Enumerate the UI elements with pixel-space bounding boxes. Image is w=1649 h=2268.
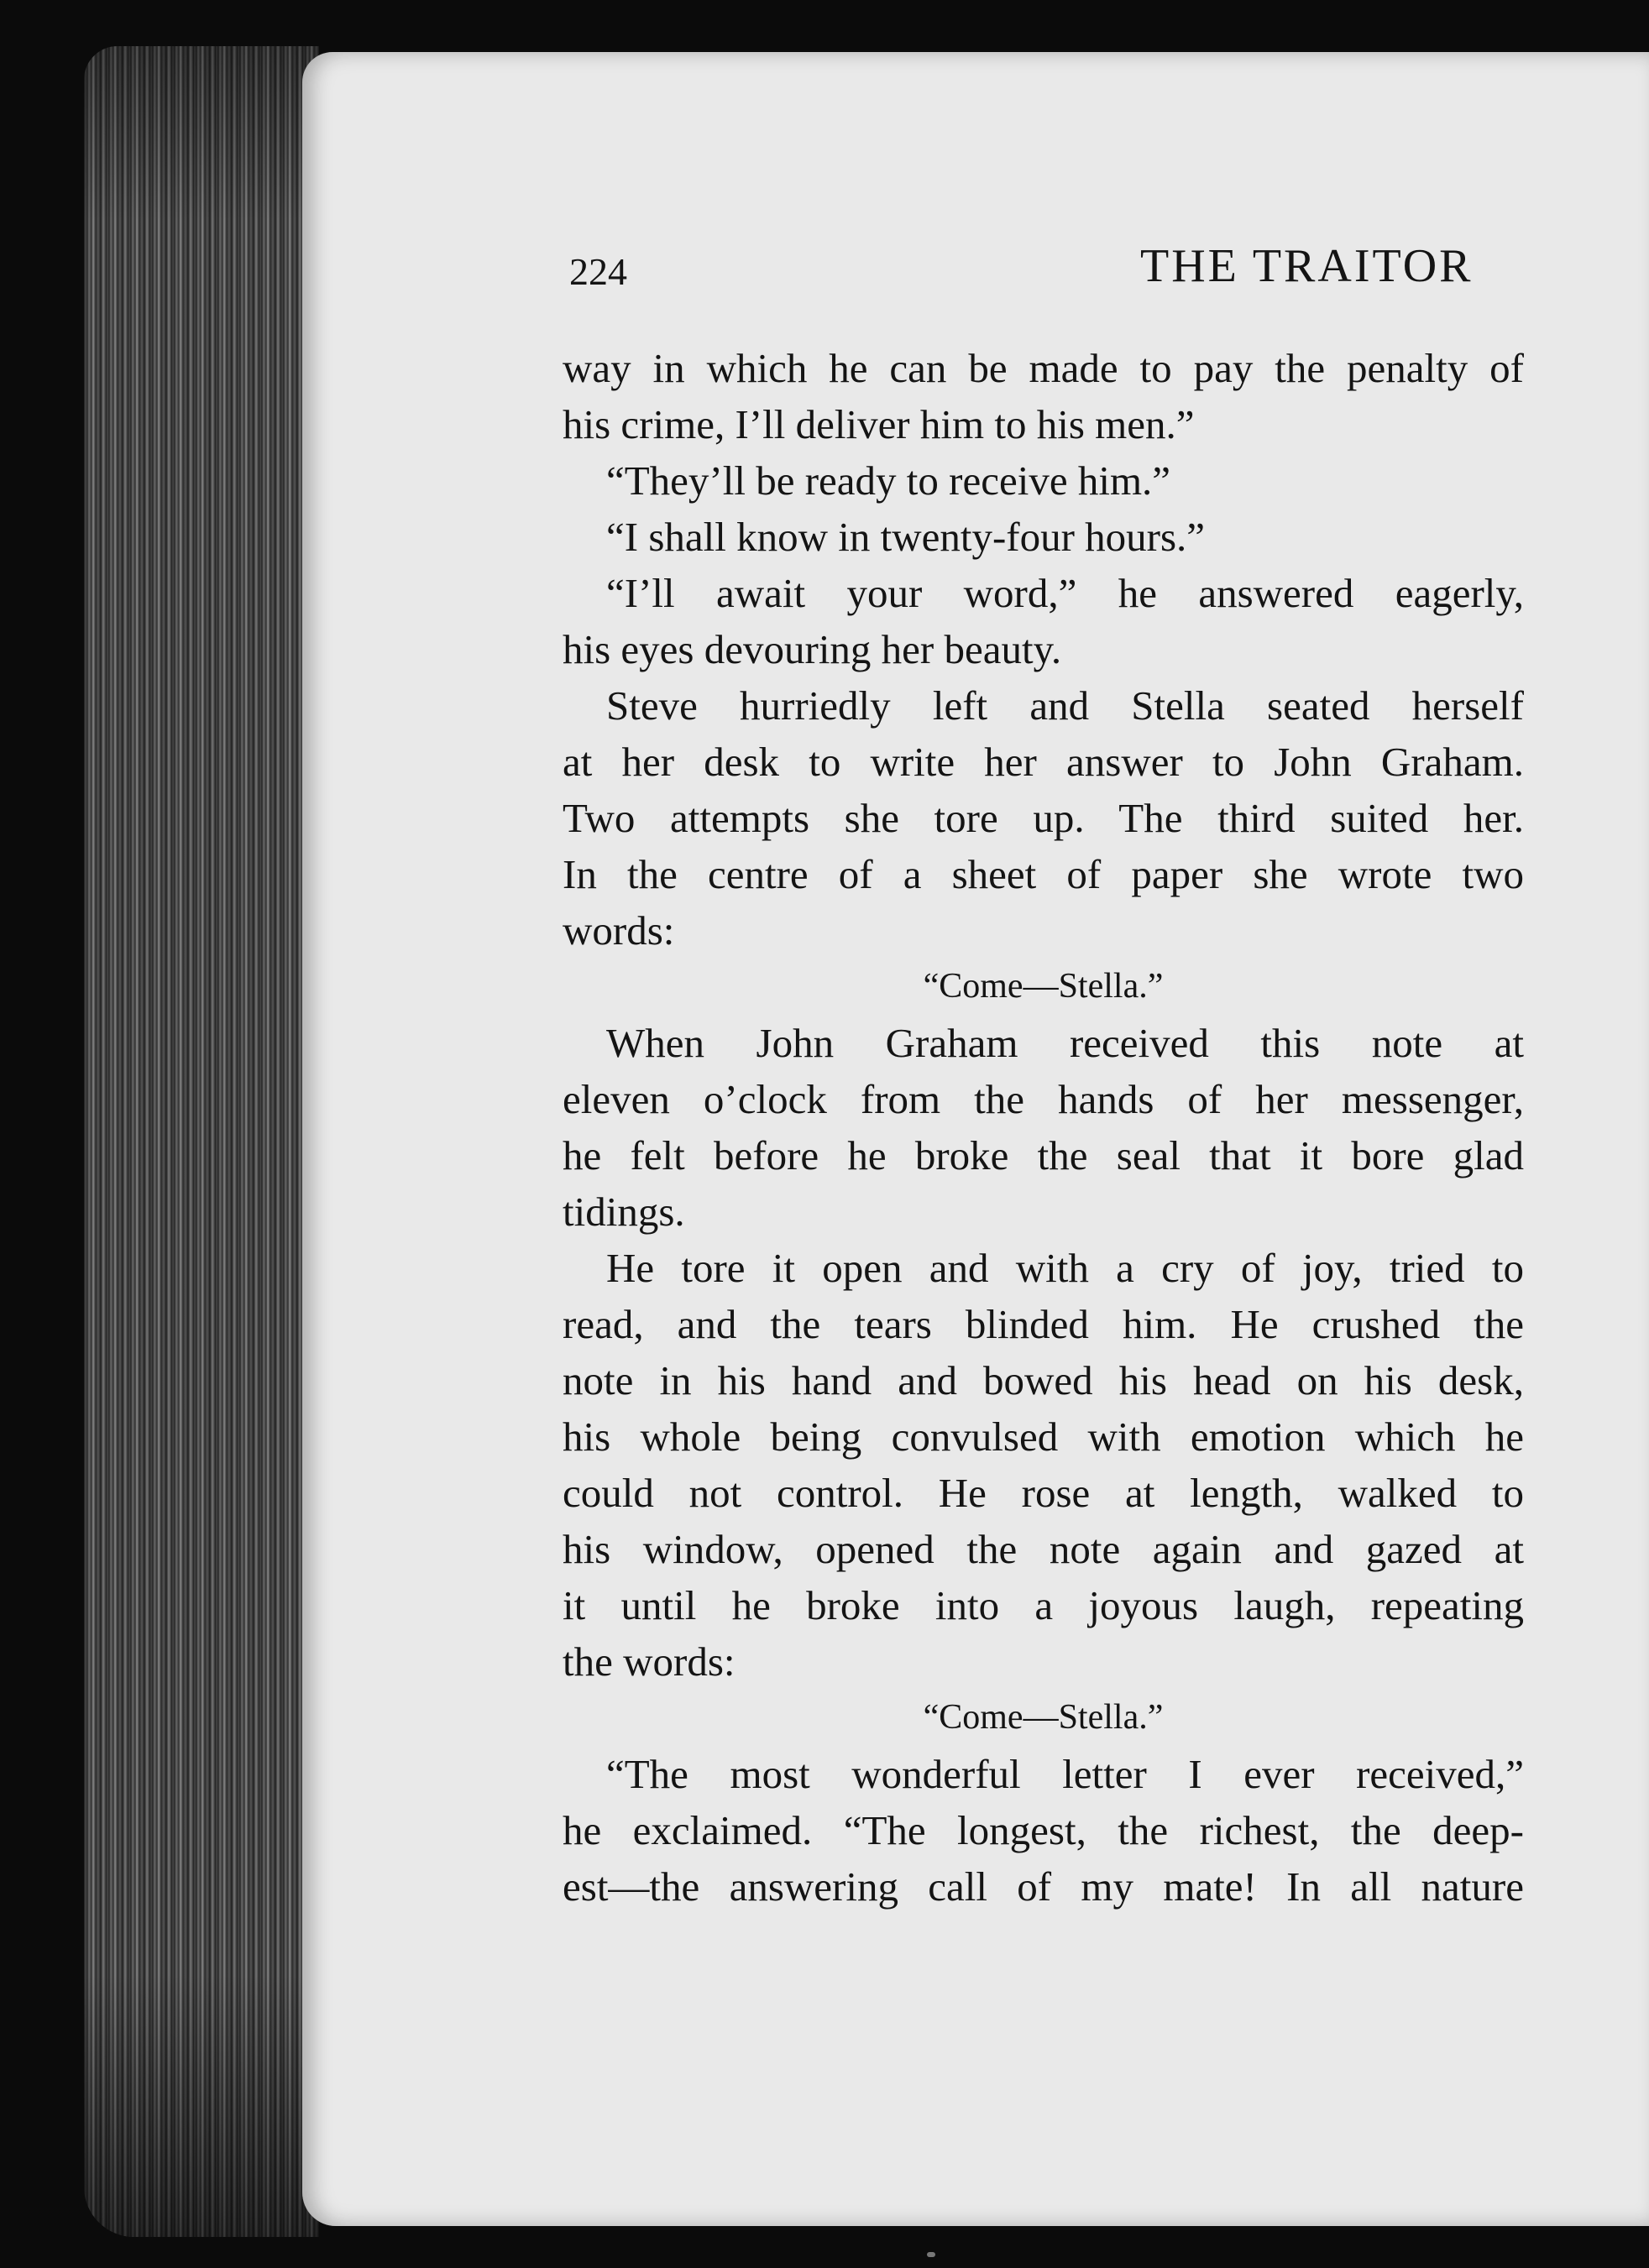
text-line: way in which he can be made to pay the penalty of [563,345,1524,391]
centered-note-line: “Come—Stella.” [923,967,1164,1006]
page-number: 224 [569,250,627,293]
text-line: Steve hurriedly left and Stella seated herself [606,682,1524,729]
scan-speck [927,2252,935,2257]
text-line: the words: [563,1638,736,1685]
text-line: eleven o’clock from the hands of her messenger, [563,1076,1524,1122]
book-title: THE TRAITOR [1140,240,1474,292]
text-line: he exclaimed. “The longest, the richest, the deep- [563,1807,1524,1853]
text-line: words: [563,907,675,954]
body-text [563,340,1524,1915]
text-line: could not control. He rose at length, walked to [563,1470,1524,1516]
text-line: “I’ll await your word,” he answered eagerly, [606,570,1524,616]
text-line: read, and the tears blinded him. He crushed the [563,1301,1524,1347]
text-line: “I shall know in twenty-four hours.” [606,514,1206,560]
centered-note-line: “Come—Stella.” [923,1698,1164,1737]
text-line: tidings. [563,1189,685,1235]
text-line: he felt before he broke the seal that it bore glad [563,1132,1524,1178]
text-line: his whole being convulsed with emotion which he [563,1414,1524,1460]
text-line: Two attempts she tore up. The third suited her. [563,795,1524,841]
text-line: When John Graham received this note at [606,1020,1524,1066]
text-line: his window, opened the note again and gazed at [563,1526,1524,1572]
text-line: his eyes devouring her beauty. [563,626,1062,672]
book-page-edges [84,46,319,2237]
text-line: it until he broke into a joyous laugh, repeating [563,1582,1524,1628]
text-line: his crime, I’ll deliver him to his men.” [563,401,1195,447]
text-line: note in his hand and bowed his head on his desk, [563,1357,1524,1403]
running-head [267,239,1510,306]
text-line: at her desk to write her answer to John Graham. [563,739,1524,785]
text-line: “They’ll be ready to receive him.” [606,457,1171,504]
text-line: “The most wonderful letter I ever received,” [606,1751,1524,1797]
text-line: He tore it open and with a cry of joy, tried to [606,1245,1524,1291]
text-line: In the centre of a sheet of paper she wrote two [563,851,1524,897]
text-line: est—the answering call of my mate! In all nature [563,1863,1524,1910]
